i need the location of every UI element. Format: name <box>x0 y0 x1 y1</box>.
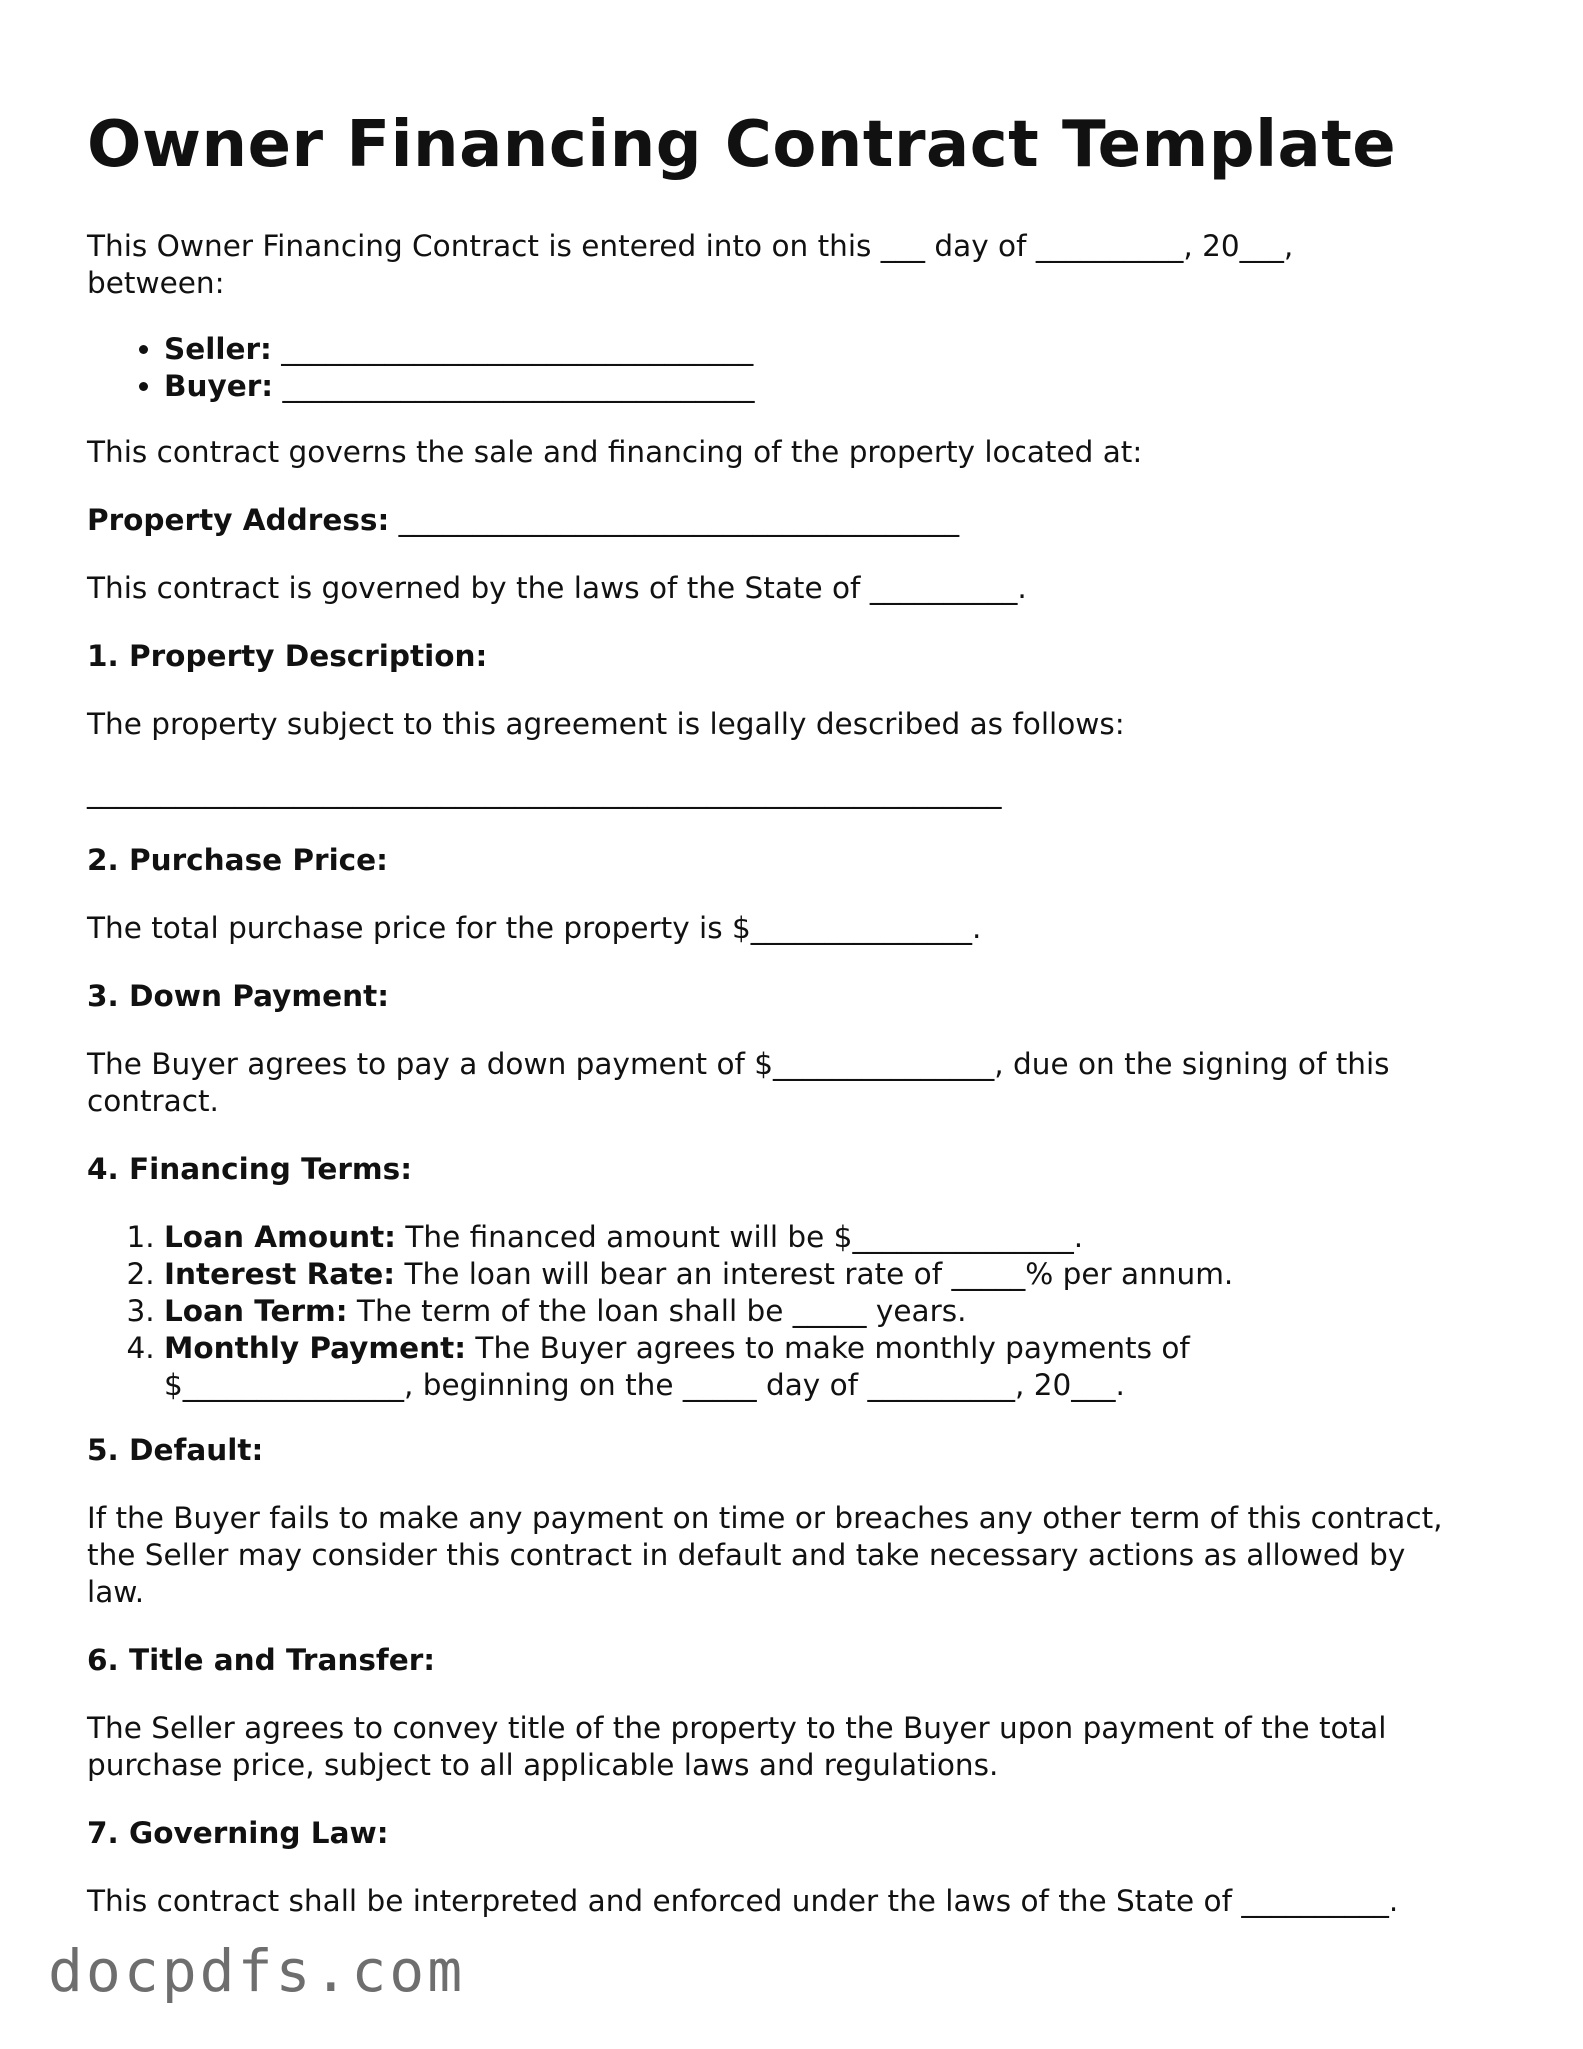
term-loan-term <box>164 1293 1334 1330</box>
section-7-heading: 7. Governing Law: <box>87 1816 389 1850</box>
section-5-body: If the Buyer fails to make any payment on time or breaches any other term of this contract, the Seller may consider this contract in default and take necessary actions as allowed by law. <box>87 1501 1443 1609</box>
party-buyer-label: Buyer: <box>164 369 274 403</box>
section-1-heading: 1. Property Description: <box>87 639 488 673</box>
intro-paragraph: This Owner Financing Contract is entered into on this ___ day of __________, 20___, between: <box>87 229 1294 300</box>
party-seller-blank: ________________________________ <box>271 332 754 366</box>
term-interest-rate <box>164 1256 1334 1293</box>
party-buyer <box>164 368 1544 405</box>
term-monthly-payment-text: The Buyer agrees to make monthly payments of $_______________, beginning on the _____ day of __________, 20___. <box>164 1331 1190 1402</box>
section-1-blank: ______________________________________________________________ <box>87 775 1002 809</box>
section-5-heading: 5. Default: <box>87 1433 264 1467</box>
property-address <box>87 502 1507 539</box>
party-buyer-blank: ________________________________ <box>273 369 755 403</box>
term-loan-term-text: The term of the loan shall be _____ years. <box>347 1294 967 1328</box>
section-2-body: The total purchase price for the property is $_______________. <box>87 911 982 945</box>
term-monthly-payment <box>164 1330 1334 1404</box>
party-seller <box>164 331 1544 368</box>
governed-by-paragraph: This contract is governed by the laws of the State of __________. <box>87 571 1027 605</box>
section-3-heading: 3. Down Payment: <box>87 979 389 1013</box>
document-title: Owner Financing Contract Template <box>87 108 1397 182</box>
watermark-logo: docpdfs.com <box>48 1937 466 2005</box>
term-monthly-payment-label: Monthly Payment: <box>164 1331 467 1365</box>
section-3-body: The Buyer agrees to pay a down payment of $_______________, due on the signing of this contract. <box>87 1047 1390 1118</box>
section-1-body: The property subject to this agreement is legally described as follows: <box>87 707 1125 741</box>
section-6-body: The Seller agrees to convey title of the property to the Buyer upon payment of the total purchase price, subject to all applicable laws and regulations. <box>87 1711 1387 1782</box>
term-loan-amount-label: Loan Amount: <box>164 1220 396 1254</box>
term-loan-term-label: Loan Term: <box>164 1294 348 1328</box>
property-address-label: Property Address: <box>87 503 390 537</box>
section-4-heading: 4. Financing Terms: <box>87 1152 413 1186</box>
term-interest-rate-text: The loan will bear an interest rate of _____% per annum. <box>395 1257 1234 1291</box>
parties-list <box>87 331 1544 405</box>
term-loan-amount-text: The financed amount will be $_______________. <box>395 1220 1084 1254</box>
property-intro: This contract governs the sale and financing of the property located at: <box>87 435 1143 469</box>
financing-terms-list <box>87 1219 1334 1404</box>
section-6-heading: 6. Title and Transfer: <box>87 1643 436 1677</box>
party-seller-label: Seller: <box>164 332 272 366</box>
term-interest-rate-label: Interest Rate: <box>164 1257 396 1291</box>
section-2-heading: 2. Purchase Price: <box>87 843 388 877</box>
property-address-blank: ______________________________________ <box>389 503 960 537</box>
section-7-body: This contract shall be interpreted and enforced under the laws of the State of __________. <box>87 1884 1399 1918</box>
term-loan-amount <box>164 1219 1334 1256</box>
